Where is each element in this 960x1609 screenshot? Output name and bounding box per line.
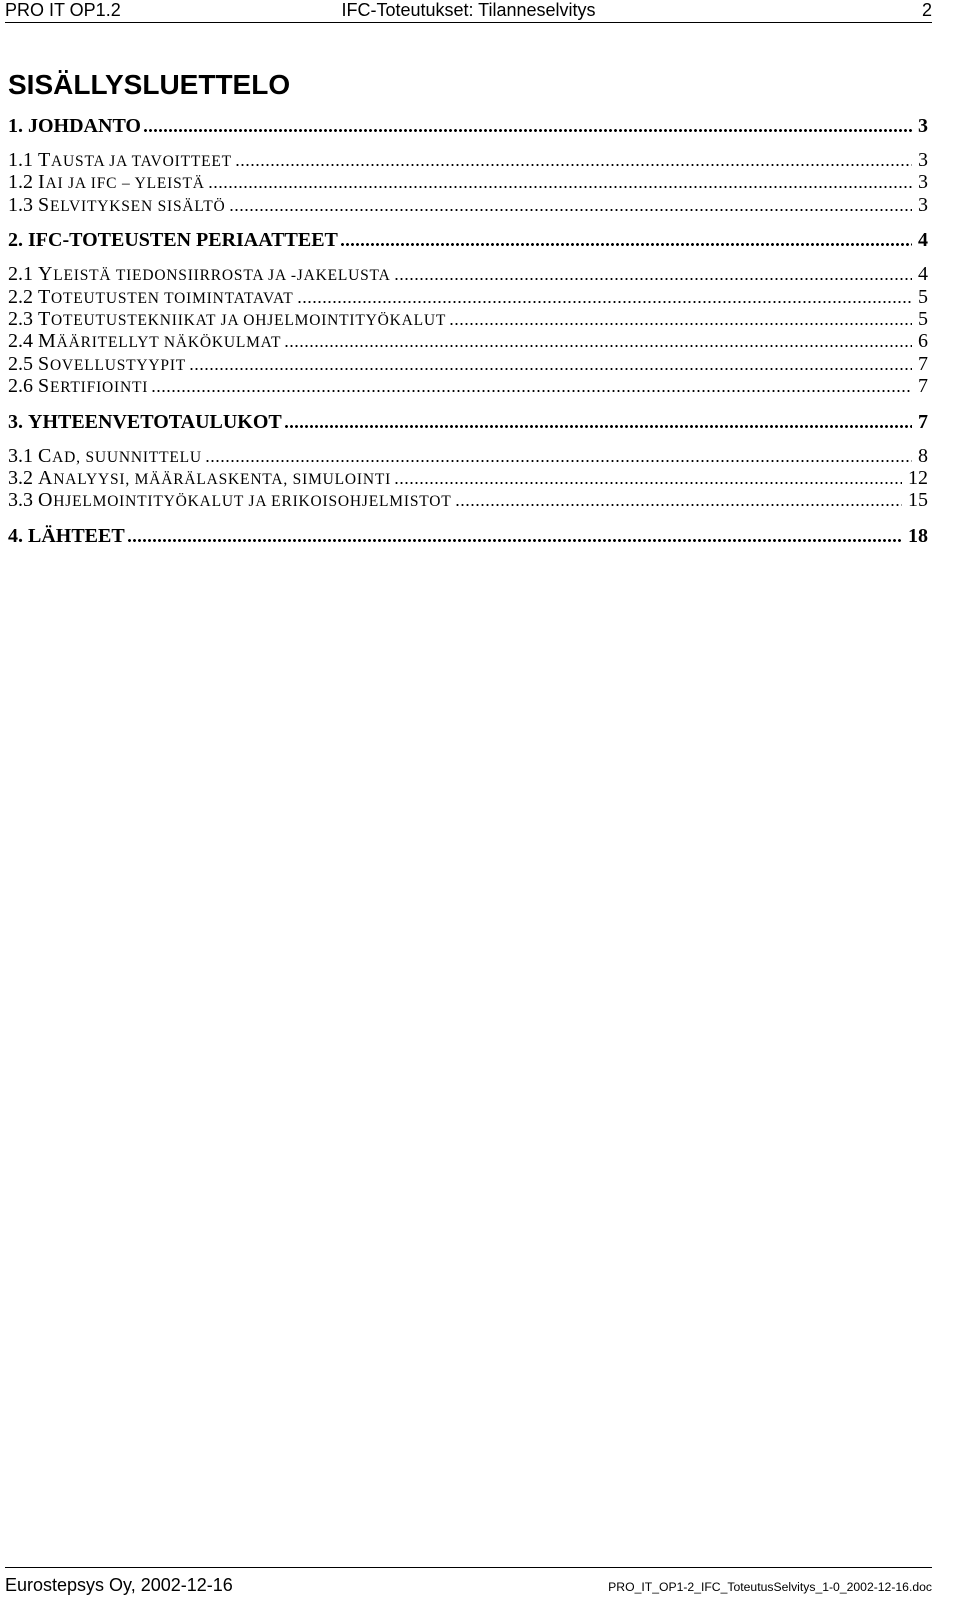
toc-entry-number: 1.3 xyxy=(8,193,33,216)
toc-entry-number: 4. xyxy=(8,524,23,547)
toc-entry-number: 2.5 xyxy=(8,352,33,375)
toc-entry-3-3[interactable] xyxy=(8,489,928,511)
toc-entry-page: 8 xyxy=(918,444,928,467)
toc-dot-leader xyxy=(394,482,902,484)
toc-entry-page: 12 xyxy=(908,466,928,489)
toc-entry-number: 2. xyxy=(8,229,23,252)
toc-entry-title: TAUSTA JA TAVOITTEET xyxy=(38,149,232,171)
toc-entry-number: 2.4 xyxy=(8,330,33,353)
toc-entry-number: 2.3 xyxy=(8,307,33,330)
toc-entry-title: YLEISTÄ TIEDONSIIRROSTA JA -JAKELUSTA xyxy=(38,263,391,286)
toc-dot-leader xyxy=(205,460,912,462)
toc-entry-1-2[interactable] xyxy=(8,171,928,193)
toc-entry-title: ANALYYSI, MÄÄRÄLASKENTA, SIMULOINTI xyxy=(38,466,392,489)
toc-entry-page: 3 xyxy=(918,149,928,171)
toc-entry-page: 3 xyxy=(918,115,928,137)
toc-entry-title: LÄHTEET xyxy=(28,524,125,547)
toc-entry-page: 7 xyxy=(918,352,928,375)
toc-entry-page: 7 xyxy=(918,410,928,433)
toc-entry-title: YHTEENVETOTAULUKOT xyxy=(28,410,282,433)
toc-entry-number: 3. xyxy=(8,410,23,433)
toc-entry-page: 4 xyxy=(918,229,928,252)
toc-entry-title: JOHDANTO xyxy=(28,115,141,137)
toc-dot-leader xyxy=(449,323,912,325)
table-of-contents xyxy=(8,102,928,559)
toc-heading: SISÄLLYSLUETTELO xyxy=(8,69,291,100)
header-page-number: 2 xyxy=(922,0,933,20)
toc-entry-2-1[interactable] xyxy=(8,263,928,285)
toc-entry-4[interactable] xyxy=(8,524,928,548)
footer-company-date: Eurostepsys Oy, 2002-12-16 xyxy=(5,1575,233,1595)
toc-entry-page: 6 xyxy=(918,330,928,353)
toc-dot-leader xyxy=(151,390,912,392)
toc-entry-number: 3.1 xyxy=(8,444,33,467)
page-footer xyxy=(5,1567,932,1595)
toc-entry-number: 2.1 xyxy=(8,263,33,286)
toc-dot-leader xyxy=(455,504,903,506)
toc-dot-leader xyxy=(284,425,912,428)
toc-dot-leader xyxy=(394,278,912,280)
toc-entry-number: 2.6 xyxy=(8,375,33,398)
toc-entry-title: CAD, SUUNNITTELU xyxy=(38,444,202,467)
toc-dot-leader xyxy=(235,164,912,166)
toc-entry-title: IAI JA IFC – YLEISTÄ xyxy=(38,171,205,194)
toc-entry-3-1[interactable] xyxy=(8,445,928,467)
header-document-code: PRO IT OP1.2 xyxy=(5,0,121,20)
toc-entry-1[interactable] xyxy=(8,114,928,138)
toc-entry-title: OHJELMOINTITYÖKALUT JA ERIKOISOHJELMISTOT xyxy=(38,489,452,512)
toc-entry-page: 18 xyxy=(908,524,928,547)
toc-entry-page: 5 xyxy=(918,307,928,330)
toc-dot-leader xyxy=(229,209,912,211)
toc-entry-2-6[interactable] xyxy=(8,375,928,397)
toc-entry-title: SOVELLUSTYYPIT xyxy=(38,352,187,375)
toc-dot-leader xyxy=(208,186,912,188)
toc-entry-page: 5 xyxy=(918,285,928,308)
toc-entry-page: 4 xyxy=(918,263,928,286)
page-header xyxy=(5,0,932,23)
toc-entry-number: 1.2 xyxy=(8,171,33,194)
toc-entry-number: 1. xyxy=(8,115,23,137)
toc-entry-2-5[interactable] xyxy=(8,353,928,375)
toc-entry-number: 3.2 xyxy=(8,466,33,489)
toc-entry-number: 1.1 xyxy=(8,149,33,171)
toc-entry-3[interactable] xyxy=(8,410,928,434)
toc-entry-number: 2.2 xyxy=(8,285,33,308)
toc-entry-2-4[interactable] xyxy=(8,330,928,352)
toc-dot-leader xyxy=(127,539,902,542)
toc-dot-leader xyxy=(340,243,912,246)
toc-entry-page: 7 xyxy=(918,375,928,398)
toc-entry-2-3[interactable] xyxy=(8,308,928,330)
toc-dot-leader xyxy=(143,129,912,132)
toc-entry-number: 3.3 xyxy=(8,489,33,512)
footer-filename: PRO_IT_OP1-2_IFC_ToteutusSelvitys_1-0_2002-12-16.doc xyxy=(608,1580,932,1594)
toc-entry-page: 3 xyxy=(918,193,928,216)
toc-entry-1-1[interactable] xyxy=(8,149,928,171)
header-document-title: IFC-Toteutukset: Tilanneselvitys xyxy=(341,0,596,20)
toc-entry-1-3[interactable] xyxy=(8,194,928,216)
toc-entry-page: 3 xyxy=(918,171,928,194)
toc-entry-2[interactable] xyxy=(8,228,928,252)
toc-entry-title: SERTIFIOINTI xyxy=(38,375,149,398)
toc-entry-page: 15 xyxy=(908,489,928,512)
toc-entry-title: TOTEUTUSTEN TOIMINTATAVAT xyxy=(38,285,294,308)
toc-entry-title: TOTEUTUSTEKNIIKAT JA OHJELMOINTITYÖKALUT xyxy=(38,307,447,330)
toc-entry-title: SELVITYKSEN SISÄLTÖ xyxy=(38,193,226,216)
toc-dot-leader xyxy=(284,345,912,347)
toc-entry-title: IFC-TOTEUSTEN PERIAATTEET xyxy=(28,229,338,252)
toc-entry-2-2[interactable] xyxy=(8,286,928,308)
toc-dot-leader xyxy=(297,301,912,303)
toc-dot-leader xyxy=(189,368,912,370)
toc-entry-title: MÄÄRITELLYT NÄKÖKULMAT xyxy=(38,330,282,353)
toc-entry-3-2[interactable] xyxy=(8,467,928,489)
